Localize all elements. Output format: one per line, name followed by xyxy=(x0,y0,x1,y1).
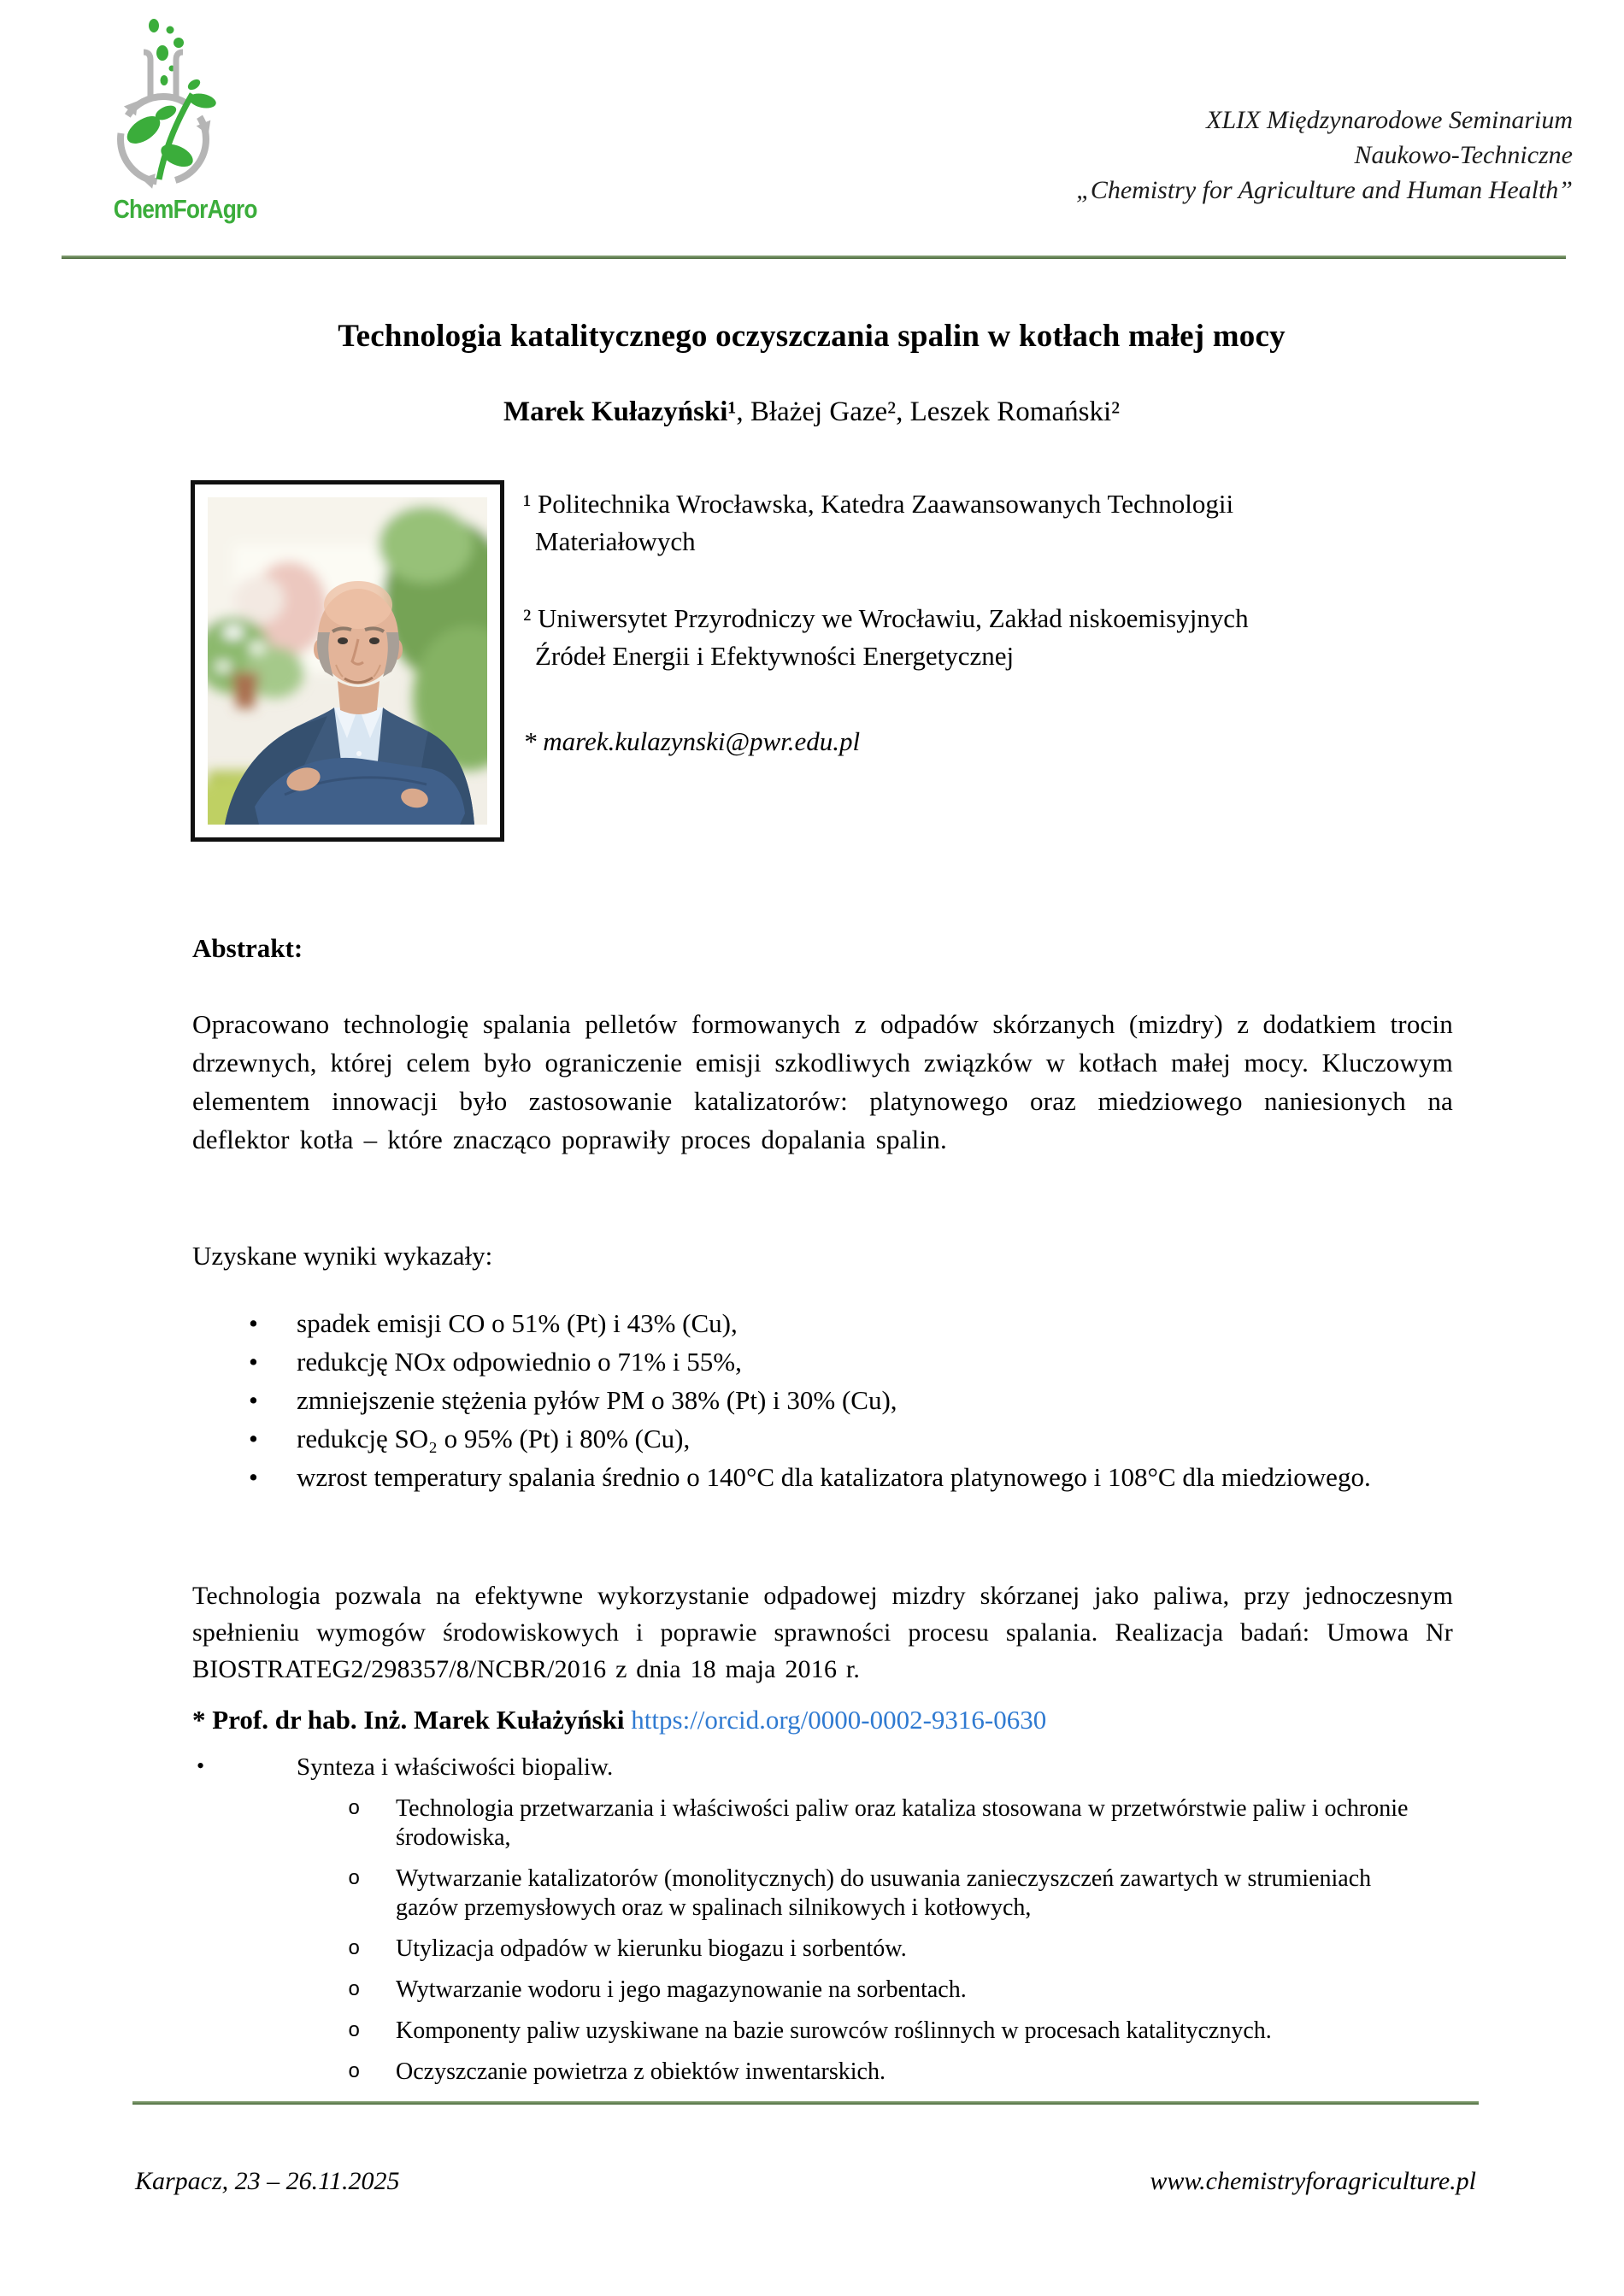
research-topic-item: o Wytwarzanie katalizatorów (monolitycznych) do usuwania zanieczyszczeń zawartych w strumieniach gazów przemysłowych oraz w spalinach silnikowych i kotłowych, xyxy=(192,1864,1423,1923)
affiliation-2 xyxy=(523,600,1455,675)
research-topic-item: o Utylizacja odpadów w kierunku biogazu i sorbentów. xyxy=(192,1935,1423,1964)
research-topic-main: • Synteza i właściwości biopaliw. xyxy=(192,1753,1453,1782)
corresponding-author-name: * Prof. dr hab. Inż. Marek Kułażyński xyxy=(192,1705,625,1735)
footer-divider xyxy=(132,2101,1479,2105)
paper-title: Technologia katalitycznego oczyszczania spalin w kotłach małej mocy xyxy=(338,319,1286,354)
authors-line xyxy=(181,396,1442,428)
logo-brand-text: ChemForAgro xyxy=(113,194,257,224)
affiliation-1-line2: Materiałowych xyxy=(535,526,696,556)
seminar-name-line1: XLIX Międzynarodowe Seminarium xyxy=(1206,106,1573,134)
chemforagro-logo xyxy=(101,17,257,225)
result-item: • wzrost temperatury spalania średnio o 140°C dla katalizatora platynowego i 108°C dla miedziowego. xyxy=(192,1458,1453,1496)
results-intro: Uzyskane wyniki wykazały: xyxy=(192,1241,493,1271)
lead-author: Marek Kułazyński¹ xyxy=(503,396,737,427)
affiliation-2-line2: Źródeł Energii i Efektywności Energetycznej xyxy=(535,641,1015,671)
research-topic-item: o Technologia przetwarzania i właściwości paliw oraz kataliza stosowana w przetwórstwie paliw i ochronie środowiska, xyxy=(192,1794,1423,1853)
author-photo xyxy=(191,480,504,842)
research-topic-item: o Oczyszczanie powietrza z obiektów inwentarskich. xyxy=(192,2058,1423,2087)
event-location-date: Karpacz, 23 – 26.11.2025 xyxy=(135,2167,400,2195)
seminar-name-line2: Naukowo-Techniczne xyxy=(1354,141,1573,169)
research-topic-item: o Wytwarzanie wodoru i jego magazynowanie na sorbentach. xyxy=(192,1976,1423,2005)
corresponding-email: * marek.kulazynski@pwr.edu.pl xyxy=(523,726,861,756)
abstract-paragraph: Opracowano technologię spalania pelletów formowanych z odpadów skórzanych (mizdry) z dodatkiem trocin drzewnych, której celem było ograniczenie emisji szkodliwych związków w kotłach małej mocy. Kluczowym elementem innowacji było zastosowanie katalizatorów: platynowego oraz miedziowego naniesionych na deflektor kotła – które znacząco poprawiły proces dopalania spalin. xyxy=(192,1009,1453,1154)
results-list xyxy=(192,1304,1453,1496)
affiliation-1-line1: ¹ Politechnika Wrocławska, Katedra Zaawansowanych Technologii xyxy=(523,489,1234,519)
portrait-photo-illustration xyxy=(208,497,487,825)
seminar-header xyxy=(1076,103,1573,208)
result-item: • zmniejszenie stężenia pyłów PM o 38% (Pt) i 30% (Cu), xyxy=(192,1381,1453,1419)
seminar-name-line3: „Chemistry for Agriculture and Human Health” xyxy=(1076,176,1573,204)
coauthors: , Błażej Gaze², Leszek Romański² xyxy=(736,396,1121,427)
header-divider xyxy=(62,255,1566,259)
affiliation-2-line1: ² Uniwersytet Przyrodniczy we Wrocławiu, Zakład niskoemisyjnych xyxy=(523,603,1249,633)
research-topic-list xyxy=(192,1794,1423,2099)
affiliations-block xyxy=(523,485,1455,760)
flask-plant-recycle-icon xyxy=(109,17,238,192)
affiliation-1 xyxy=(523,485,1455,561)
summary-paragraph: Technologia pozwala na efektywne wykorzystanie odpadowej mizdry skórzanej jako paliwa, przy jednoczesnym spełnieniu wymogów środowiskowych i poprawie sprawności procesu spalania. Realizacja badań: Umowa Nr BIOSTRATEG2/298357/8/NCBR/2016 z dnia 18 maja 2016 r. xyxy=(192,1582,1453,1683)
result-item: • redukcję NOx odpowiednio o 71% i 55%, xyxy=(192,1342,1453,1381)
corresponding-author-line xyxy=(192,1705,1560,1735)
result-item: • redukcję SO₂ o 95% (Pt) i 80% (Cu), xyxy=(192,1419,1453,1458)
abstract-heading: Abstrakt: xyxy=(192,933,303,963)
orcid-link[interactable]: https://orcid.org/0000-0002-9316-0630 xyxy=(631,1705,1047,1735)
research-topic-item: o Komponenty paliw uzyskiwane na bazie surowców roślinnych w procesach katalitycznych. xyxy=(192,2017,1423,2046)
conference-website: www.chemistryforagriculture.pl xyxy=(1150,2167,1476,2195)
result-item: • spadek emisji CO o 51% (Pt) i 43% (Cu), xyxy=(192,1304,1453,1342)
